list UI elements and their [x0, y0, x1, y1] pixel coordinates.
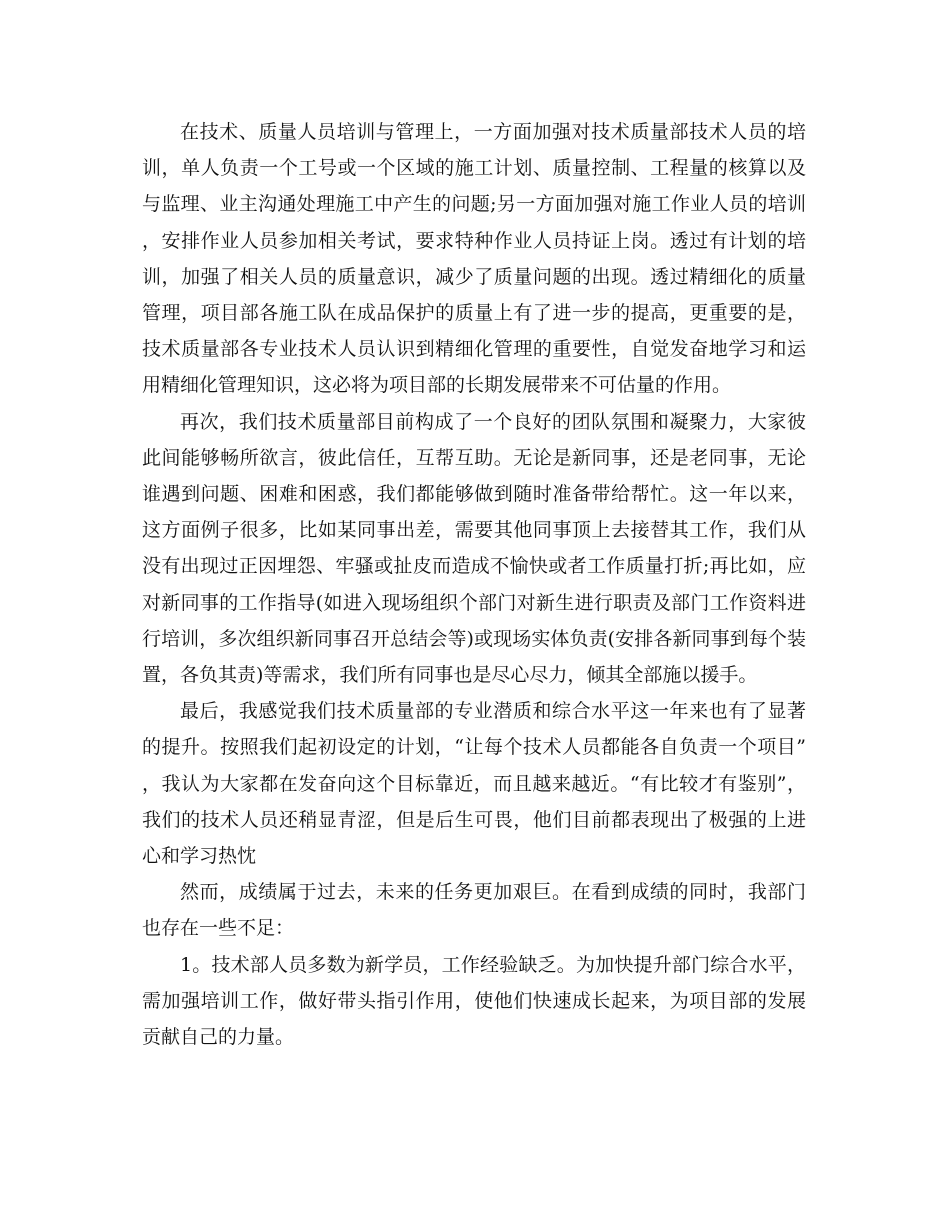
- paragraph-shortcoming-item-1: 1。技术部人员多数为新学员，工作经验缺乏。为加快提升部门综合水平，需加强培训工作，做好带头指引作用，使他们快速成长起来，为项目部的发展贡献自己的力量。: [142, 953, 806, 1049]
- paragraph-training-management: 在技术、质量人员培训与管理上，一方面加强对技术质量部技术人员的培训，单人负责一个工号或一个区域的施工计划、质量控制、工程量的核算以及与监理、业主沟通处理施工中产生的问题;另一方面加强对施工作业人员的培训，安排作业人员参加相关考试，要求特种作业人员持证上岗。透过有计划的培训，加强了相关人员的质量意识，减少了质量问题的出现。透过精细化的质量管理，项目部各施工队在成品保护的质量上有了进一步的提高，更重要的是，技术质量部各专业技术人员认识到精细化管理的重要性，自觉发奋地学习和运用精细化管理知识，这必将为项目部的长期发展带来不可估量的作用。: [142, 121, 806, 397]
- paragraph-shortcomings-intro: 然而，成绩属于过去，未来的任务更加艰巨。在看到成绩的同时，我部门也存在一些不足：: [142, 881, 806, 940]
- paragraph-team-atmosphere: 再次，我们技术质量部目前构成了一个良好的团队氛围和凝聚力，大家彼此间能够畅所欲言，彼此信任，互帮互助。无论是新同事，还是老同事，无论谁遇到问题、困难和困惑，我们都能够做到随时准备带给帮忙。这一年以来，这方面例子很多，比如某同事出差，需要其他同事顶上去接替其工作，我们从没有出现过正因埋怨、牢骚或扯皮而造成不愉快或者工作质量打折;再比如，应对新同事的工作指导(如进入现场组织个部门对新生进行职责及部门工作资料进行培训，多次组织新同事召开总结会等)或现场实体负责(安排各新同事到每个装置，各负其责)等需求，我们所有同事也是尽心尽力，倾其全部施以援手。: [142, 410, 806, 687]
- document-body: [142, 114, 806, 1055]
- paragraph-professional-improvement: 最后，我感觉我们技术质量部的专业潜质和综合水平这一年来也有了显著的提升。按照我们起初设定的计划，“让每个技术人员都能各自负责一个项目”，我认为大家都在发奋向这个目标靠近，而且越来越近。“有比较才有鉴别”，我们的技术人员还稍显青涩，但是后生可畏，他们目前都表现出了极强的上进心和学习热忱: [142, 700, 806, 868]
